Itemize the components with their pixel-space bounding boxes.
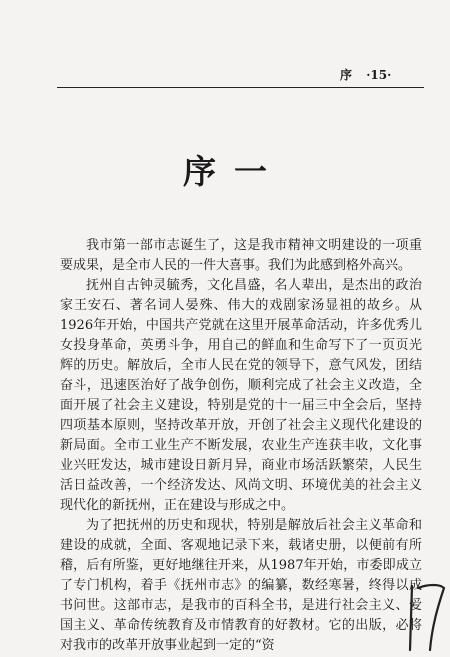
header-rule	[57, 87, 424, 88]
section-title: 序一	[183, 152, 285, 191]
running-header	[340, 66, 420, 84]
paragraph-3: 为了把抚州的历史和现状，特别是解放后社会主义革命和建设的成就，全面、客观地记录下来，载诸史册，以便前有所稽，后有所鉴，更好地继往开来，从1987年开始，市委即成立了专门机构，着手《抚州市志》的编纂，数经寒暑，终得以成书问世。这部市志，是我市的百科全书，是进行社会主义、爱国主义、革命传统教育及市情教育的好教材。它的出版，必将对我市的改革开放事业起到一定的“资	[60, 518, 422, 653]
body-text	[60, 236, 422, 656]
handwritten-mark	[404, 580, 448, 652]
page-number: ·15·	[366, 68, 392, 82]
paragraph-1: 我市第一部市志诞生了，这是我市精神文明建设的一项重要成果，是全市人民的一件大喜事。我们为此感到格外高兴。	[60, 238, 422, 273]
paragraph-2: 抚州自古钟灵毓秀，文化昌盛，名人辈出，是杰出的政治家王安石、著名词人晏殊、伟大的戏剧家汤显祖的故乡。从1926年开始，中国共产党就在这里开展革命活动，许多优秀儿女投身革命，英勇斗争，用自己的鲜血和生命写下了一页页光辉的历史。解放后，全市人民在党的领导下，意气风发，团结奋斗，迅速医治好了战争创伤，顺利完成了社会主义改造，全面开展了社会主义建设，特别是党的十一届三中全会后，坚持四项基本原则，坚持改革开放，开创了社会主义现代化建设的新局面。全市工业生产不断发展，农业生产连获丰收，文化事业兴旺发达，城市建设日新月异，商业市场活跃繁荣，人民生活日益改善，一个经济发达、风尚文明、环境优美的社会主义现代化的新抚州，正在建设与形成之中。	[60, 278, 422, 513]
running-header-title: 序	[340, 68, 353, 82]
